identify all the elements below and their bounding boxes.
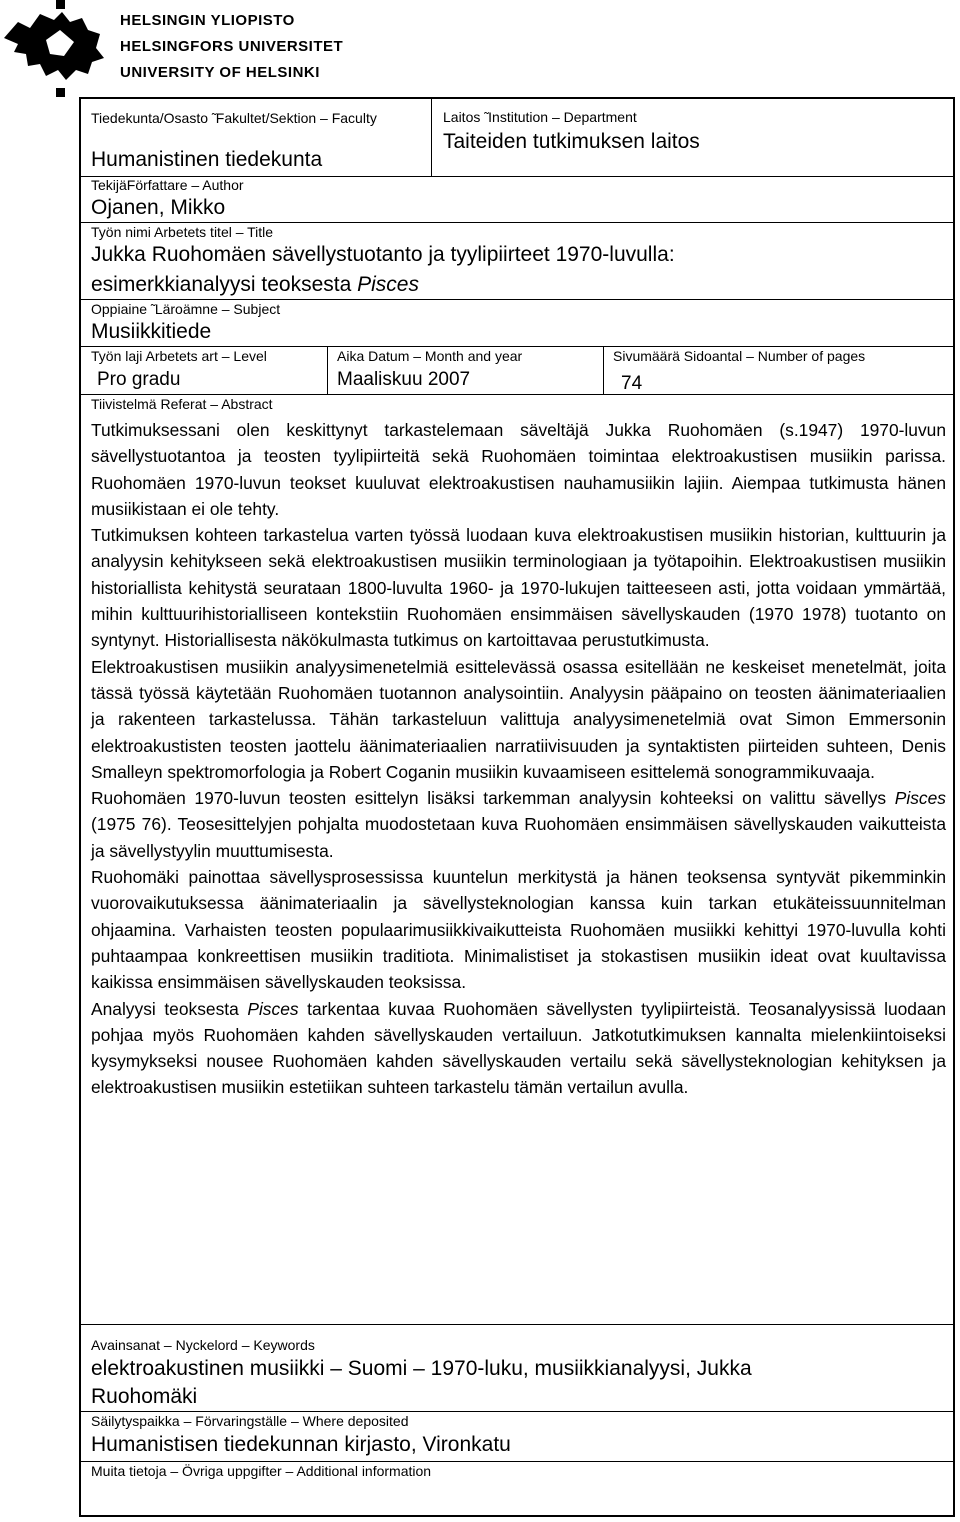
- abstract-text-span: Analyysi teoksesta: [91, 998, 248, 1019]
- faculty-label: Tiedekunta/Osasto ̃ Fakultet/Sektion – Faculty: [91, 110, 377, 126]
- pages-value: 74: [621, 373, 643, 394]
- keywords-value-line1: elektroakustinen musiikki – Suomi – 1970-luku, musiikkianalyysi, Jukka: [91, 1357, 752, 1380]
- date-label: Aika Datum – Month and year: [337, 348, 523, 364]
- abstract-paragraph: [91, 996, 946, 1101]
- abstract-text-span: Ruohomäen 1970-luvun teosten esittelyn lisäksi tarkemman analyysin kohteeksi on valittu sävellys: [91, 788, 895, 809]
- row-divider: [81, 299, 953, 300]
- abstract-italic-span: Pisces: [894, 788, 946, 809]
- abstract-label: Tiivistelmä Referat – Abstract: [91, 396, 273, 412]
- column-divider: [327, 346, 328, 394]
- university-logo: [0, 0, 360, 100]
- author-label: TekijäFörfattare – Author: [91, 177, 244, 193]
- row-divider: [81, 394, 953, 395]
- logo-line-finnish: HELSINGIN YLIOPISTO: [120, 12, 295, 29]
- title-value-text: esimerkkianalyysi teoksesta: [91, 273, 358, 296]
- deposited-label: Säilytyspaikka – Förvaringställe – Where deposited: [91, 1413, 409, 1429]
- abstract-paragraph: Elektroakustisen musiikin analyysimenetelmiä esittelevässä osassa esitellään ne keskeiset menetelmät, joita tässä työssä käytetään Ruohomäen tuotannon analysointiin. Analyysin pääpaino on teosten äänimateriaalien ja rakenteen tarkastelussa. Tähän tarkasteluun valittuja analyysimenetelmiä ovat Simon Emmersonin elektroakustisten teosten jaottelu äänimateriaalien narratiivisuuden ja syntaktisten piirteiden suhteen, Denis Smalleyn spektromorfologia ja Robert Coganin musiikin kuvaamiseen esittelemä sonogrammikuvaaja.: [91, 656, 946, 782]
- abstract-paragraph: [91, 785, 946, 864]
- abstract-text-span: (1975 76). Teosesittelyjen pohjalta muodostetaan kuva Ruohomäen ensimmäisen sävellyskauden vaikutteista ja sävellystyylin muuttumisesta.: [91, 814, 946, 861]
- additional-info-label: Muita tietoja – Övriga uppgifter – Additional information: [91, 1463, 432, 1479]
- keywords-value-line2: Ruohomäki: [91, 1385, 198, 1408]
- abstract-paragraph: Tutkimuksen kohteen tarkastelua varten työssä luodaan kuva elektroakustisen musiikin historian, kulttuurin ja analyysin kehitykseen sekä elektroakustisen musiikin terminologiaan ja työtapoihin. Elektroakustisen musiikin historiallista kehitystä seurataan 1800-luvulta 1960- ja 1970-lukujen taitteeseen asti, jotta voidaan ymmärtää, mihin kulttuurihistorialliseen kontekstiin Ruohomäen ensimmäisen sävellyskauden (1970 1978) tuotanto on syntynyt. Historiallisesta näkökulmasta tutkimus on kartoittavaa perustutkimusta.: [91, 525, 946, 651]
- title-value-italic: Pisces: [357, 273, 419, 296]
- subject-label: Oppiaine ̃ Läroämne – Subject: [91, 301, 281, 317]
- pages-label: Sivumäärä Sidoantal – Number of pages: [613, 348, 866, 364]
- subject-value: Musiikkitiede: [91, 320, 212, 343]
- author-value: Ojanen, Mikko: [91, 196, 226, 219]
- row-divider: [81, 222, 953, 223]
- deposited-value: Humanistisen tiedekunnan kirjasto, Vironkatu: [91, 1433, 511, 1456]
- row-divider: [81, 1324, 953, 1325]
- abstract-paragraph: Ruohomäki painottaa sävellysprosessissa kuuntelun merkitystä ja hänen teoksensa syntyvät pikemminkin vuorovaikutuksessa äänimateriaalin ja sävellysteknologian kanssa kuin tarkan etukäteissuunnitelman ohjaamina. Varhaisten teosten populaarimusiikkivaikutteista Ruohomäen musiikki kehittyi 1970-luvulla kohti puhtaampaa konkreettisen musiikin traditiota. Minimalistiset ja stokastisen musiikin ideat ovat kuultavissa kaikissa ensimmäisen sävellyskauden teoksissa.: [91, 867, 946, 993]
- row-divider: [81, 346, 953, 347]
- department-value: Taiteiden tutkimuksen laitos: [443, 130, 700, 153]
- row-divider: [81, 1411, 953, 1412]
- level-label: Työn laji Arbetets art – Level: [91, 348, 267, 364]
- faculty-value: Humanistinen tiedekunta: [91, 148, 323, 171]
- logo-line-english: UNIVERSITY OF HELSINKI: [120, 64, 320, 81]
- date-value: Maaliskuu 2007: [337, 369, 471, 390]
- abstract-italic-span: Pisces: [247, 998, 299, 1019]
- department-label: Laitos ̃ Institution – Department: [443, 109, 637, 125]
- flame-emblem-icon: [0, 0, 115, 100]
- level-value: Pro gradu: [97, 369, 181, 390]
- title-value-line2: [91, 273, 419, 297]
- column-divider: [603, 346, 604, 394]
- abstract-paragraph: Tutkimuksessani olen keskittynyt tarkastelemaan säveltäjä Jukka Ruohomäen (s.1947) 1970-luvun sävellystuotantoa ja teosten tyylipiirteitä sekä Ruohomäen toimintaa elektroakustisen musiikin parissa. Ruohomäen 1970-luvun teokset kuuluvat elektroakustisen nauhamusiikin lajiin. Aiempaa tutkimusta hänen musiikistaan ei ole tehty.: [91, 420, 946, 519]
- row-divider: [81, 1461, 953, 1462]
- column-divider: [431, 99, 432, 176]
- keywords-label: Avainsanat – Nyckelord – Keywords: [91, 1337, 315, 1353]
- abstract-text: [91, 417, 946, 1101]
- title-label: Työn nimi Arbetets titel – Title: [91, 224, 274, 240]
- title-value-line1: Jukka Ruohomäen sävellystuotanto ja tyylipiirteet 1970-luvulla:: [91, 243, 675, 266]
- abstract-text-span: tarkentaa kuvaa Ruohomäen sävellysten tyylipiirteistä. Teosanalyysissä luodaan pohjaa myös Ruohomäen kahden sävellyskauden vertailuun. Jatkotutkimuksen kannalta mielenkiintoiseksi kysymykseksi nousee Ruohomäen kahden sävellyskauden vertailu sekä sävellysteknologian kehityksen ja elektroakustisen musiikin estetiikan suhteen tarkastelu tämän vertailun avulla.: [91, 998, 946, 1098]
- logo-line-swedish: HELSINGFORS UNIVERSITET: [120, 38, 344, 55]
- abstract-form: [79, 97, 955, 1517]
